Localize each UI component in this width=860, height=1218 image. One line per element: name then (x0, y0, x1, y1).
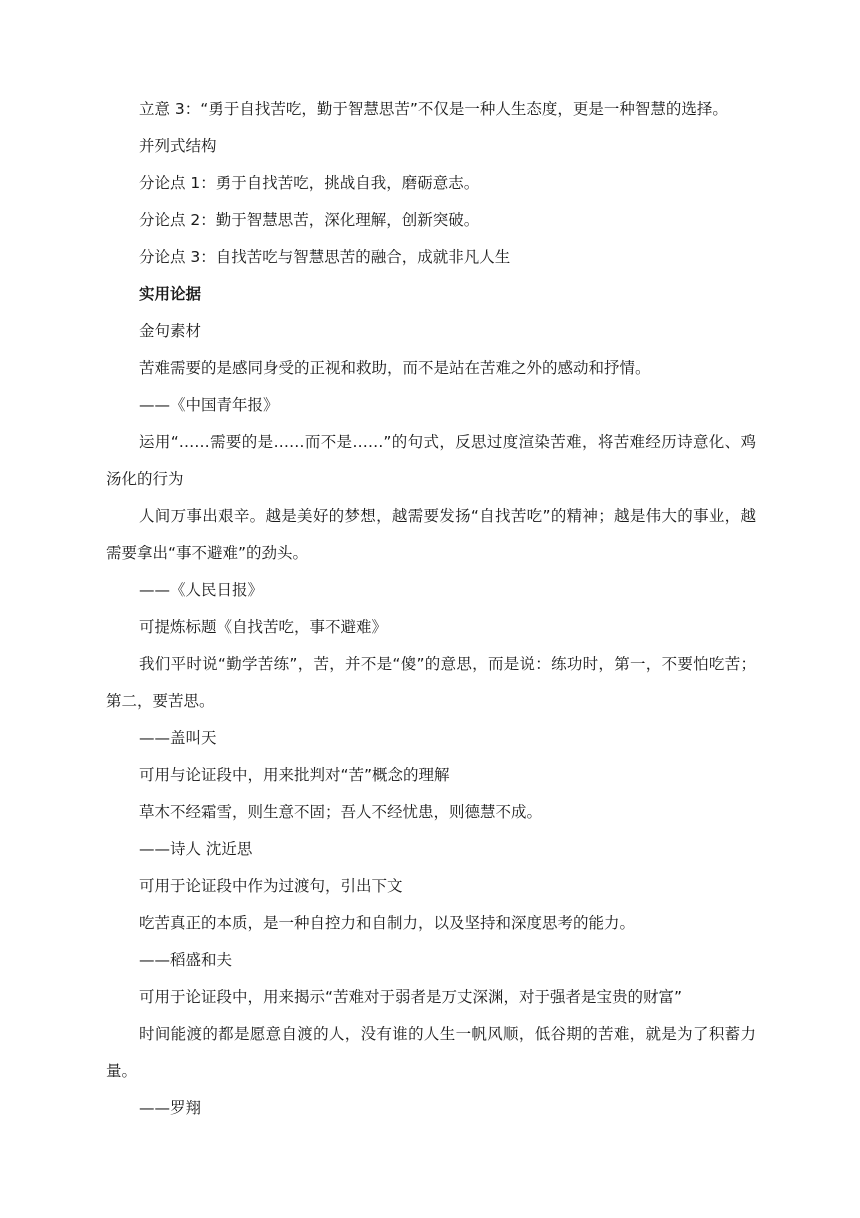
sub-point-3: 分论点 3：自找苦吃与智慧思苦的融合，成就非凡人生 (139, 248, 511, 266)
quote-4-usage: 可用于论证段中作为过渡句，引出下文 (139, 877, 403, 895)
quote-6: 时间能渡的都是愿意自渡的人，没有谁的人生一帆风顺，低谷期的苦难，就是为了积蓄力量。 (106, 1025, 756, 1080)
thesis-line-3: 立意 3：“勇于自找苦吃，勤于智慧思苦”不仅是一种人生态度，更是一种智慧的选择。 (139, 100, 728, 118)
document-body (106, 91, 756, 1127)
subsection-heading: 金句素材 (139, 322, 202, 340)
quote-5-source: ——稻盛和夫 (139, 951, 233, 969)
quote-2-source: ——《人民日报》 (139, 581, 264, 599)
quote-1-usage: 运用“……需要的是……而不是……”的句式，反思过度渲染苦难，将苦难经历诗意化、鸡汤化的行为 (106, 433, 756, 488)
section-heading: 实用论据 (139, 285, 202, 303)
sub-point-2: 分论点 2：勤于智慧思苦，深化理解，创新突破。 (139, 211, 480, 229)
quote-4: 草木不经霜雪，则生意不固；吾人不经忧患，则德慧不成。 (139, 803, 543, 821)
quote-5-usage: 可用于论证段中，用来揭示“苦难对于弱者是万丈深渊，对于强者是宝贵的财富” (139, 988, 683, 1006)
quote-1: 苦难需要的是感同身受的正视和救助，而不是站在苦难之外的感动和抒情。 (139, 359, 651, 377)
quote-6-source: ——罗翔 (139, 1099, 202, 1117)
structure-type: 并列式结构 (139, 137, 217, 155)
quote-5: 吃苦真正的本质，是一种自控力和自制力，以及坚持和深度思考的能力。 (139, 914, 636, 932)
quote-3-source: ——盖叫天 (139, 729, 217, 747)
quote-3-usage: 可用与论证段中，用来批判对“苦”概念的理解 (139, 766, 450, 784)
quote-3: 我们平时说“勤学苦练”，苦，并不是“傻”的意思，而是说：练功时，第一，不要怕吃苦；第二，要苦思。 (106, 655, 756, 710)
quote-2: 人间万事出艰辛。越是美好的梦想，越需要发扬“自找苦吃”的精神；越是伟大的事业，越需要拿出“事不避难”的劲头。 (106, 507, 756, 562)
quote-2-usage: 可提炼标题《自找苦吃，事不避难》 (139, 618, 388, 636)
quote-4-source: ——诗人 沈近思 (139, 840, 253, 858)
sub-point-1: 分论点 1：勇于自找苦吃，挑战自我，磨砺意志。 (139, 174, 480, 192)
quote-1-source: ——《中国青年报》 (139, 396, 279, 414)
